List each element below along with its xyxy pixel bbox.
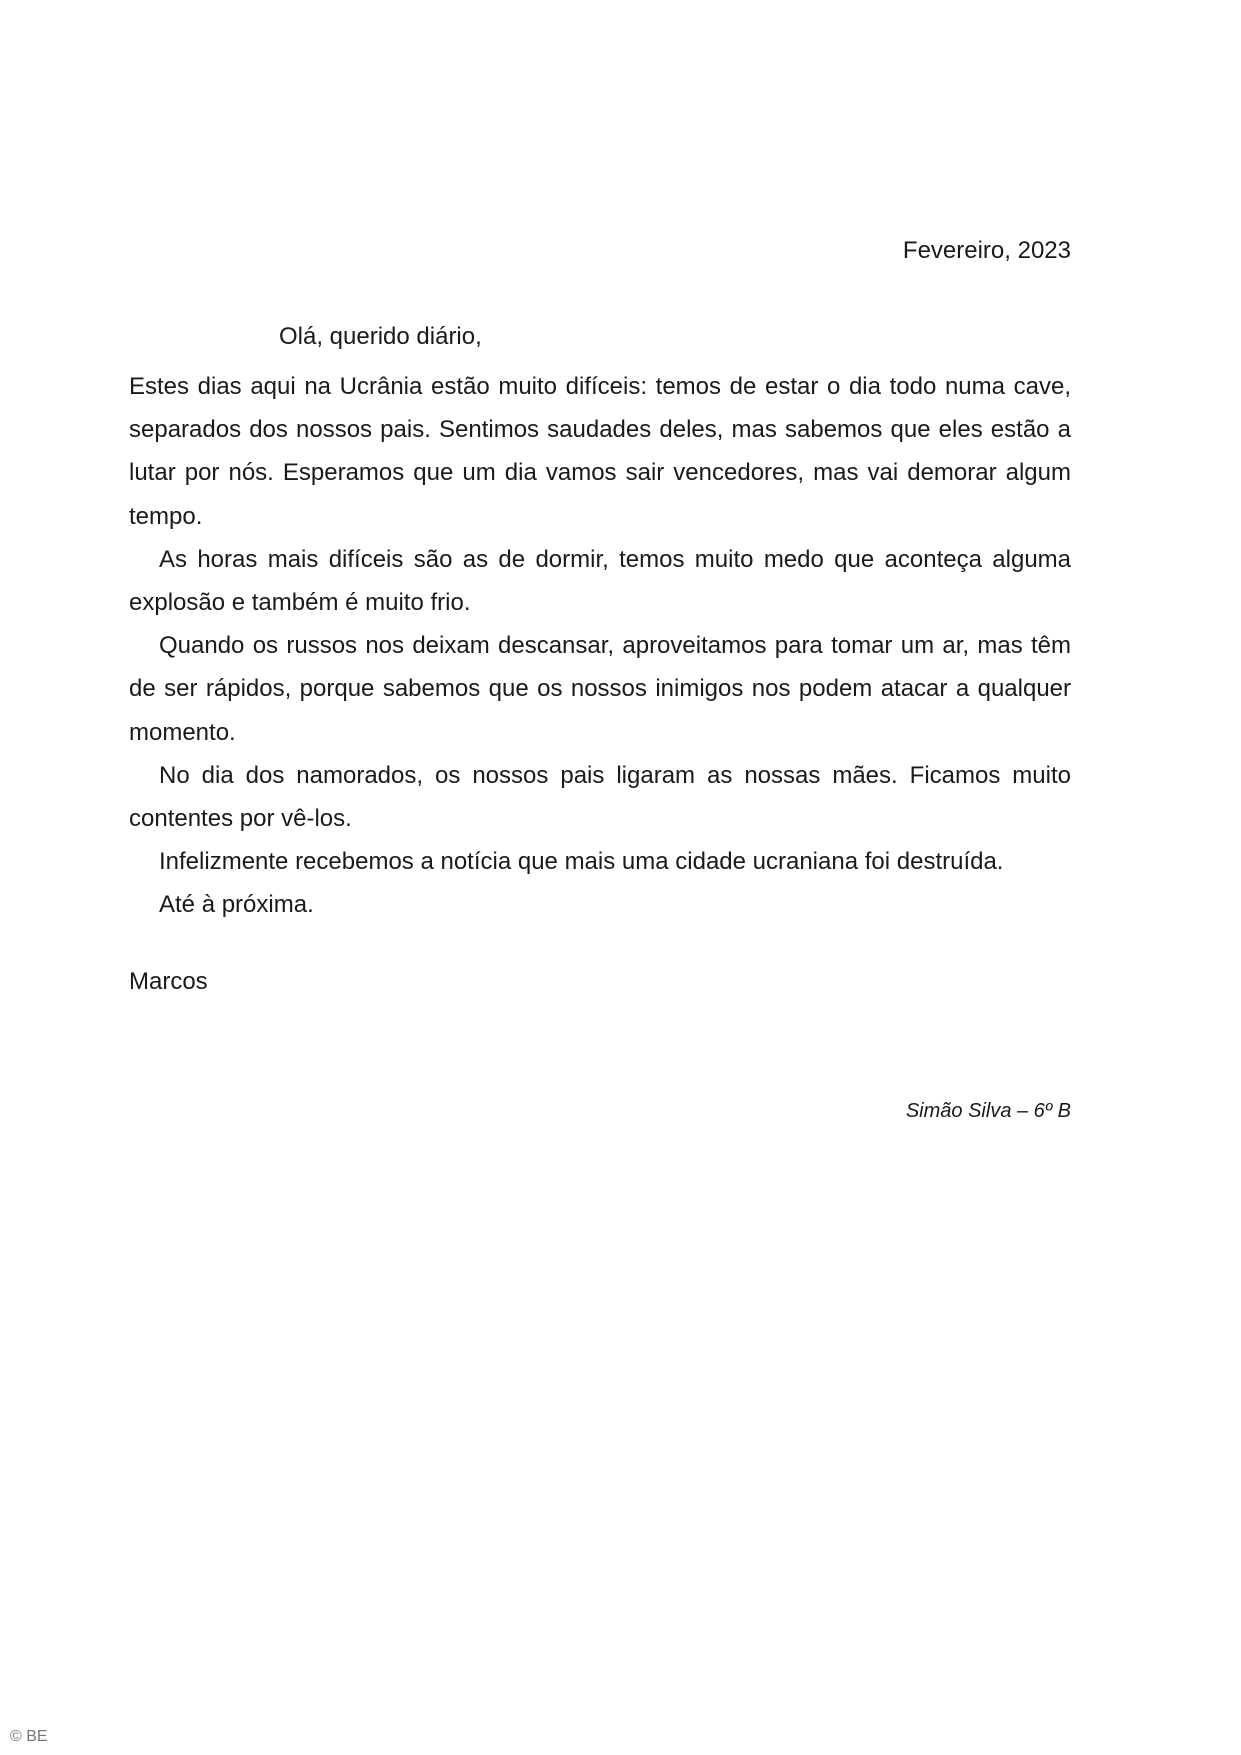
watermark: © BE (10, 1728, 48, 1745)
letter-date: Fevereiro, 2023 (902, 237, 1071, 264)
paragraph: No dia dos namorados, os nossos pais ligaram as nossas mães. Ficamos muito contentes por vê-los. (129, 761, 1071, 833)
letter-signature: Marcos (129, 968, 208, 995)
paragraph: Estes dias aqui na Ucrânia estão muito difíceis: temos de estar o dia todo numa cave, separados dos nossos pais. Sentimos saudades deles, mas sabemos que eles estão a lutar por nós. Esperamos que um dia vamos sair vencedores, mas vai demorar algum tempo. (129, 373, 1071, 530)
paragraph: Quando os russos nos deixam descansar, aproveitamos para tomar um ar, mas têm de ser rápidos, porque sabemos que os nossos inimigos nos podem atacar a qualquer momento. (129, 632, 1071, 746)
author-credit: Simão Silva – 6º B (905, 1100, 1071, 1122)
paragraph: Até à próxima. (159, 891, 314, 919)
letter-body (129, 365, 1071, 927)
paragraph: Infelizmente recebemos a notícia que mais uma cidade ucraniana foi destruída. (159, 848, 1004, 876)
letter-greeting: Olá, querido diário, (279, 323, 482, 350)
paragraph: As horas mais difíceis são as de dormir, temos muito medo que aconteça alguma explosão e também é muito frio. (129, 545, 1071, 617)
